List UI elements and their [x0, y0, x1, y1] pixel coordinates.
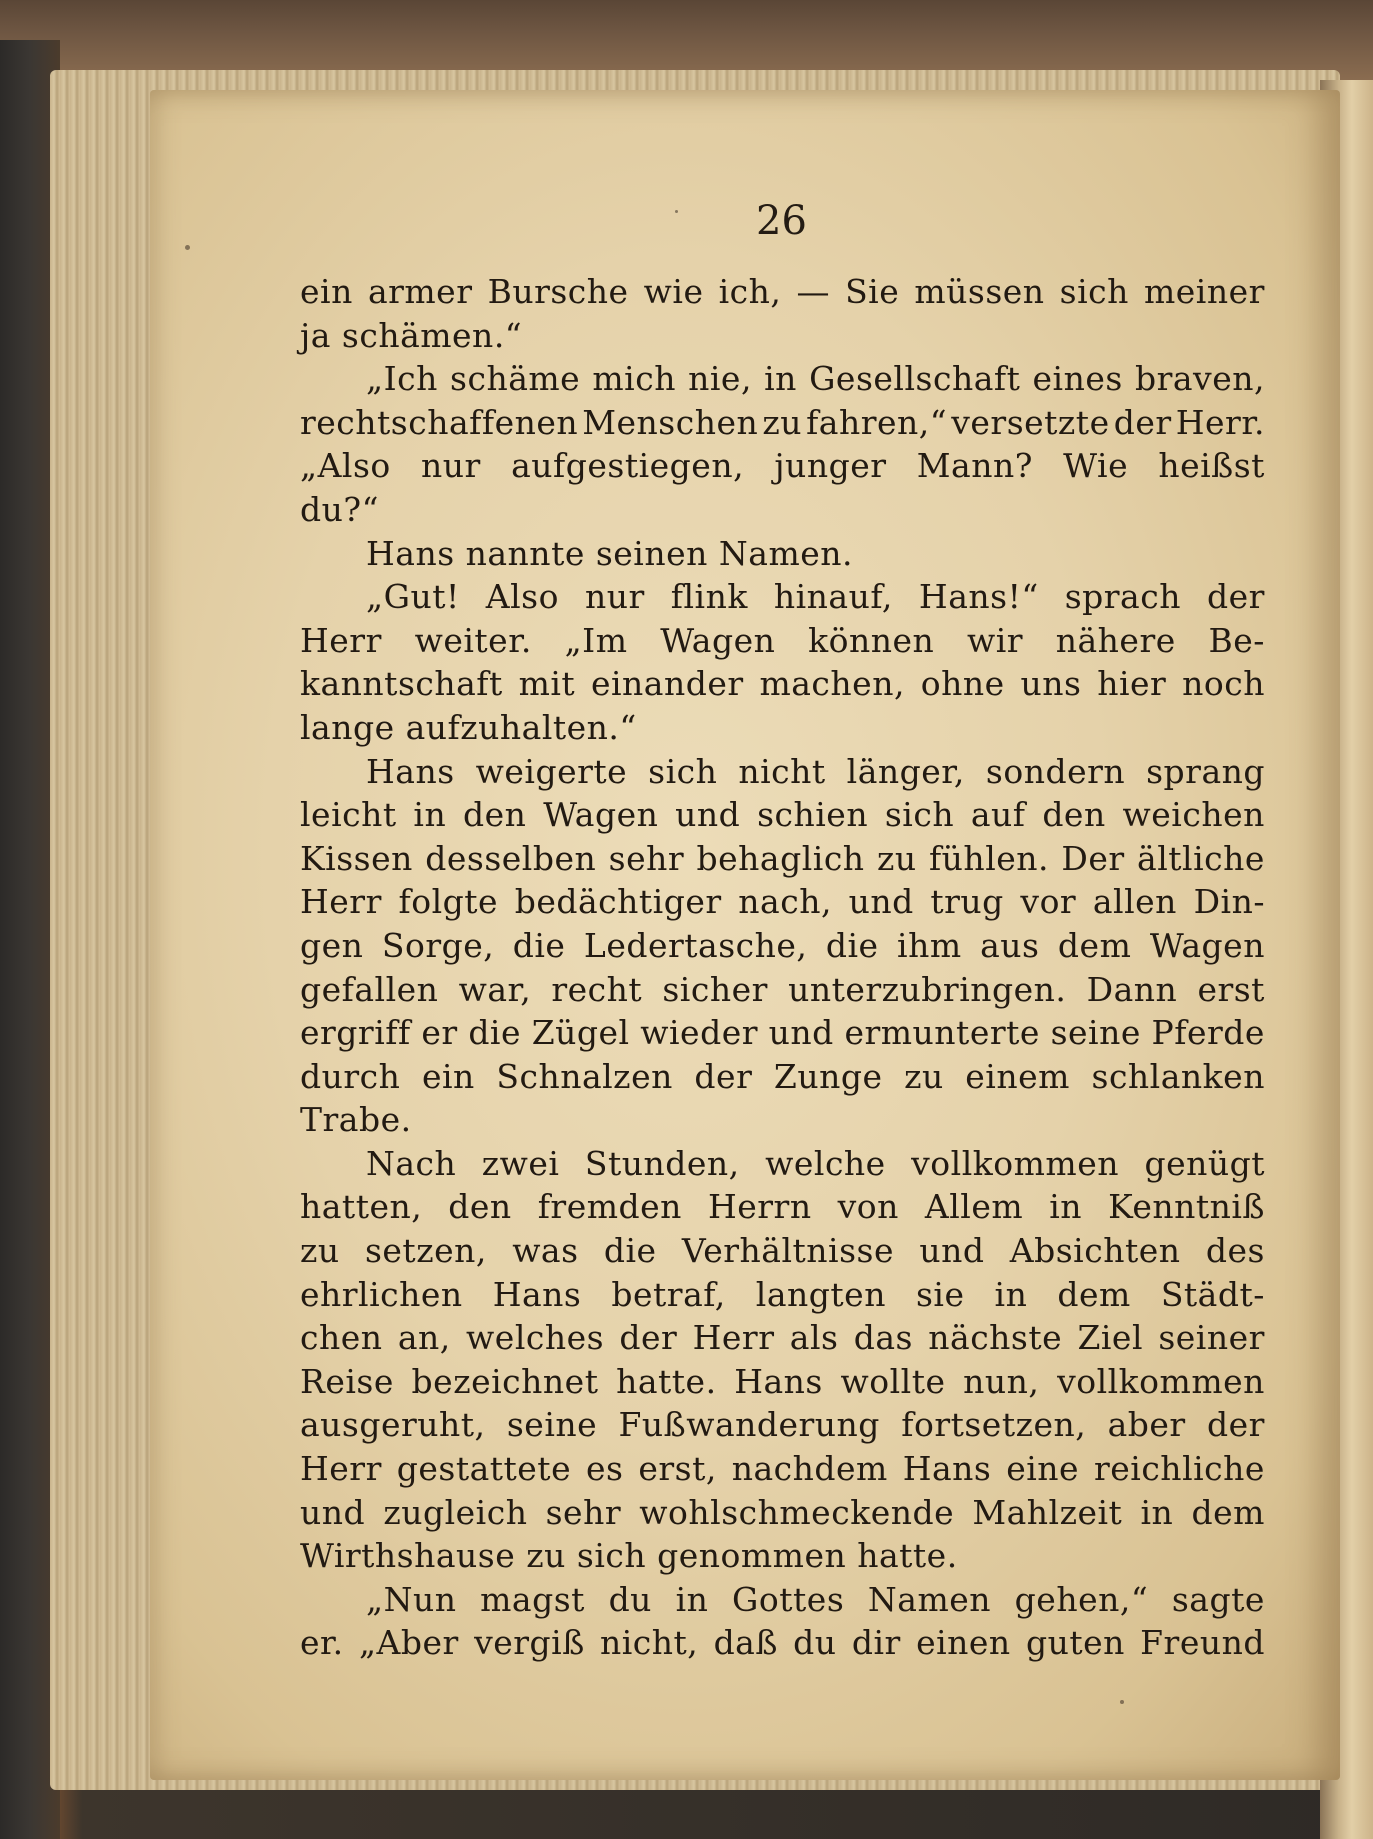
text-line: du?“ — [300, 489, 379, 529]
text-line: ausgeruht, seine Fußwanderung fortsetzen, aber der — [300, 1405, 1265, 1445]
text-line: zu setzen, was die Verhältnisse und Absichten des — [300, 1231, 1265, 1271]
text-line: „Gut! Also nur flink hinauf, Hans!“ sprach der — [366, 577, 1265, 617]
text-line: gefallen war, recht sicher unterzubringen. Dann erst — [300, 969, 1265, 1009]
text-line: ein armer Bursche wie ich, — Sie müssen sich meiner — [300, 272, 1265, 311]
text-line: chen an, welches der Herr als das nächste Ziel seiner — [300, 1318, 1265, 1358]
text-line: Hans nannte seinen Namen. — [366, 533, 854, 573]
body-text — [300, 270, 1265, 1665]
text-line: „Also nur aufgestiegen, junger Mann? Wie heißst — [300, 446, 1265, 486]
text-line: leicht in den Wagen und schien sich auf den weichen — [300, 795, 1265, 835]
text-line: kanntschaft mit einander machen, ohne uns hier noch — [300, 664, 1265, 704]
text-line: Herr gestattete es erst, nachdem Hans eine reichliche — [300, 1449, 1265, 1489]
text-line: ergriff er die Zügel wieder und ermunterte seine Pferde — [300, 1013, 1265, 1053]
text-line: und zugleich sehr wohlschmeckende Mahlzeit in dem — [300, 1492, 1265, 1532]
paper-speck — [1120, 1700, 1124, 1704]
paper-speck — [185, 245, 190, 250]
text-line: Kissen desselben sehr behaglich zu fühlen. Der ältliche — [300, 838, 1265, 878]
text-line: „Nun magst du in Gottes Namen gehen,“ sagte — [366, 1579, 1265, 1619]
text-line: Trabe. — [300, 1100, 412, 1140]
text-line: gen Sorge, die Ledertasche, die ihm aus dem Wagen — [300, 925, 1265, 965]
text-line: ja schämen.“ — [300, 315, 523, 355]
book-cover-top-edge — [0, 0, 1373, 80]
text-line: ehrlichen Hans betraf, langten sie in dem Städt- — [300, 1274, 1265, 1314]
text-line: Herr folgte bedächtiger nach, und trug vor allen Din- — [300, 882, 1265, 922]
text-line: hatten, den fremden Herrn von Allem in Kenntniß — [300, 1187, 1265, 1227]
text-line: Herr weiter. „Im Wagen können wir nähere Be- — [300, 620, 1265, 660]
text-line: Wirthshause zu sich genommen hatte. — [300, 1536, 958, 1576]
text-line: rechtschaffenen Menschen zu fahren,“ versetzte der Herr. — [300, 402, 1265, 442]
text-line: durch ein Schnalzen der Zunge zu einem schlanken — [300, 1056, 1265, 1096]
text-line: lange aufzuhalten.“ — [300, 707, 637, 747]
text-line: Nach zwei Stunden, welche vollkommen genügt — [366, 1143, 1265, 1183]
page-number: 26 — [756, 198, 807, 244]
text-line: er. „Aber vergiß nicht, daß du dir einen guten Freund — [300, 1623, 1265, 1663]
text-line: „Ich schäme mich nie, in Gesellschaft eines braven, — [366, 359, 1265, 399]
text-line: Hans weigerte sich nicht länger, sondern sprang — [366, 751, 1265, 791]
text-line: Reise bezeichnet hatte. Hans wollte nun, vollkommen — [300, 1361, 1265, 1401]
